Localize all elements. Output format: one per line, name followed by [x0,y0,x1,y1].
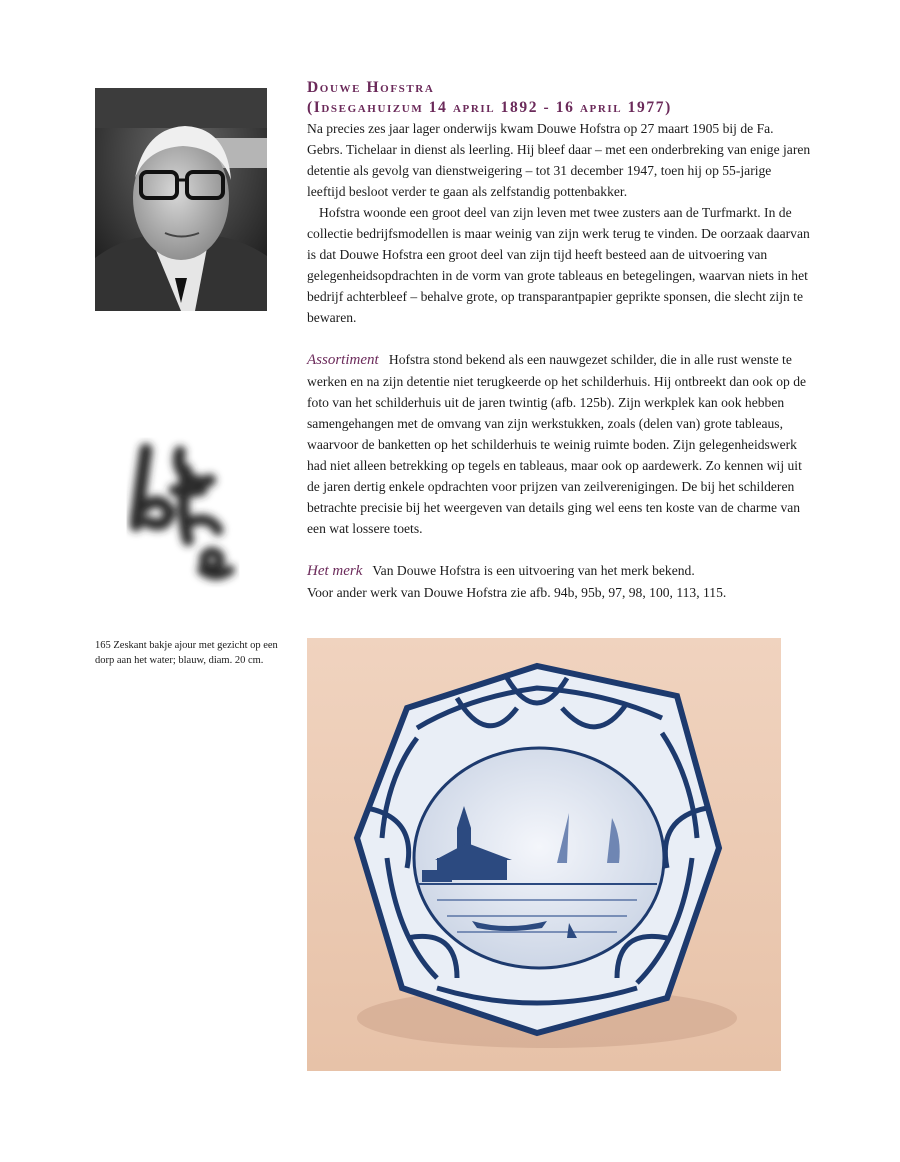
merk-title: Het merk [307,563,363,579]
assortiment-title: Assortiment [307,352,379,368]
merk-section [307,560,812,582]
assortiment-text: Hofstra stond bekend als een nauwgezet schilder, die in alle rust wenste te werken en na zijn detentie niet terugkeerde op het schilderhuis. Hij ontbreekt dan ook op de foto van het schilderhuis uit de jaren twintig (afb. 125b). Zijn werkplek kan ook hebben samengehangen met de omvang van zijn werkstukken, zoals (delen van) grote tableaus, waarvoor de banketten op het schilderhuis te weinig ruimte boden. Zijn gelegenheidswerk had niet alleen betrekking op tegels en tableaus, maar ook op aardewerk. Zo kennen wij uit de jaren dertig enkele opdrachten voor prijzen van zeilverenigingen. De bij het schilderen betrachte precisie bij het weergeven van details ging wel eens ten koste van de charme van een wat lossere toets. [307,352,807,536]
portrait-photo [95,88,267,311]
dish-photo [307,638,781,1071]
makers-mark-image [118,430,258,600]
artist-name: Douwe Hofstra [307,79,435,96]
figure-caption: 165 Zeskant bakje ajour met gezicht op een dorp aan het water; blauw, diam. 20 cm. [95,640,278,666]
artist-dates: (Idsegahuizum 14 april 1892 - 16 april 1977) [307,99,672,116]
paragraph-1: Na precies zes jaar lager onderwijs kwam Douwe Hofstra op 27 maart 1905 bij de Fa. Gebrs. Tichelaar in dienst als leerling. Hij bleef daar – met een onderbreking van enige jaren detentie als gevolg van dienstweigering – tot 31 december 1947, toen hij op 55-jarige leeftijd besloot verder te gaan als zelfstandig pottenbakker. [307,121,811,199]
merk-text-1: Van Douwe Hofstra is een uitvoering van het merk bekend. [372,563,695,578]
assortiment-section [307,349,812,539]
merk-text-2: Voor ander werk van Douwe Hofstra zie afb. 94b, 95b, 97, 98, 100, 113, 115. [307,585,727,600]
biography-text [307,78,812,603]
paragraph-2: Hofstra woonde een groot deel van zijn leven met twee zusters aan de Turfmarkt. In de collectie bedrijfsmodellen is maar weinig van zijn werk terug te vinden. De oorzaak daarvan is dat Douwe Hofstra een groot deel van zijn tijd heeft besteed aan de uitvoering van gelegenheidsopdrachten in de vorm van grote tableaus en betegelingen, waarvan niets in het bedrijf achterbleef – behalve grote, op transparantpapier geprikte sponsen, die slecht zijn te bewaren. [307,205,810,325]
